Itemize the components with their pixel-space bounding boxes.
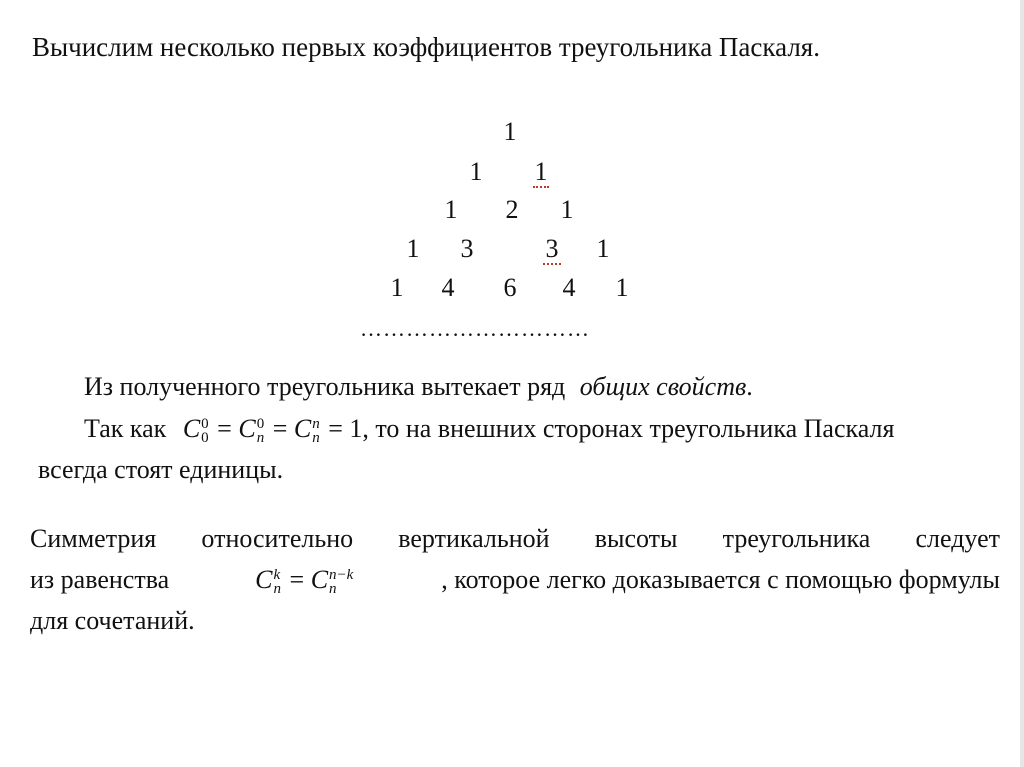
outer-sides-sentence [84,414,894,445]
triangle-number: 1 [469,157,483,186]
formula-symmetry [255,565,355,596]
formula-operator: = [289,565,305,594]
symmetry-post: , которое легко доказывается с помощью формулы [441,565,1000,594]
triangle-number: 4 [562,273,576,302]
triangle-number: 1 [615,273,629,302]
properties-intro-italic: общих свойств [579,372,747,401]
formula-symbol: C [310,565,329,594]
properties-intro [84,372,753,402]
formula-operator: = [217,414,232,443]
formula-symbol: C [293,414,312,443]
symmetry-line1: Симметрия относительно вертикальной высоты треугольника следует [30,524,1000,553]
formula-indices: n−k n [329,566,354,598]
triangle-ellipsis: ………………………… [360,316,590,341]
triangle-number: 1 [406,234,420,263]
formula-symbol: C [238,414,256,443]
triangle-number: 6 [503,273,517,302]
outer-sides-line2: всегда стоят единицы. [38,455,284,484]
symmetry-line2 [30,565,1000,596]
formula-result: = 1, [328,414,369,443]
properties-intro-text: Из полученного треугольника вытекает ряд [84,372,566,401]
formula-symbol: C [182,414,201,443]
outer-sides-rest: то на внешних сторонах треугольника Паскаля [375,414,895,443]
triangle-number: 3 [545,234,559,263]
formula-indices: n n [312,415,320,447]
triangle-number: 1 [534,157,548,186]
triangle-number: 1 [503,117,517,146]
properties-intro-end: . [746,372,753,401]
formula-indices: 0 0 [201,415,209,447]
triangle-number: 1 [444,195,458,224]
triangle-number: 4 [441,273,455,302]
formula-operator: = [272,414,288,443]
spellcheck-underline [543,259,561,265]
spellcheck-underline [533,182,549,188]
outer-sides-lead: Так как [84,414,167,443]
triangle-number: 1 [390,273,404,302]
triangle-number: 1 [596,234,610,263]
slide-edge [1020,0,1024,767]
symmetry-line3: для сочетаний. [30,606,195,635]
triangle-number: 1 [560,195,574,224]
formula-indices: 0 n [256,415,265,447]
formula-ones [182,414,376,447]
slide-heading: Вычислим несколько первых коэффициентов треугольника Паскаля. [32,32,820,62]
triangle-number: 2 [505,195,519,224]
symmetry-pre: из равенства [30,565,170,594]
triangle-number: 3 [460,234,474,263]
formula-indices: k n [273,566,282,598]
formula-symbol: C [255,565,273,594]
